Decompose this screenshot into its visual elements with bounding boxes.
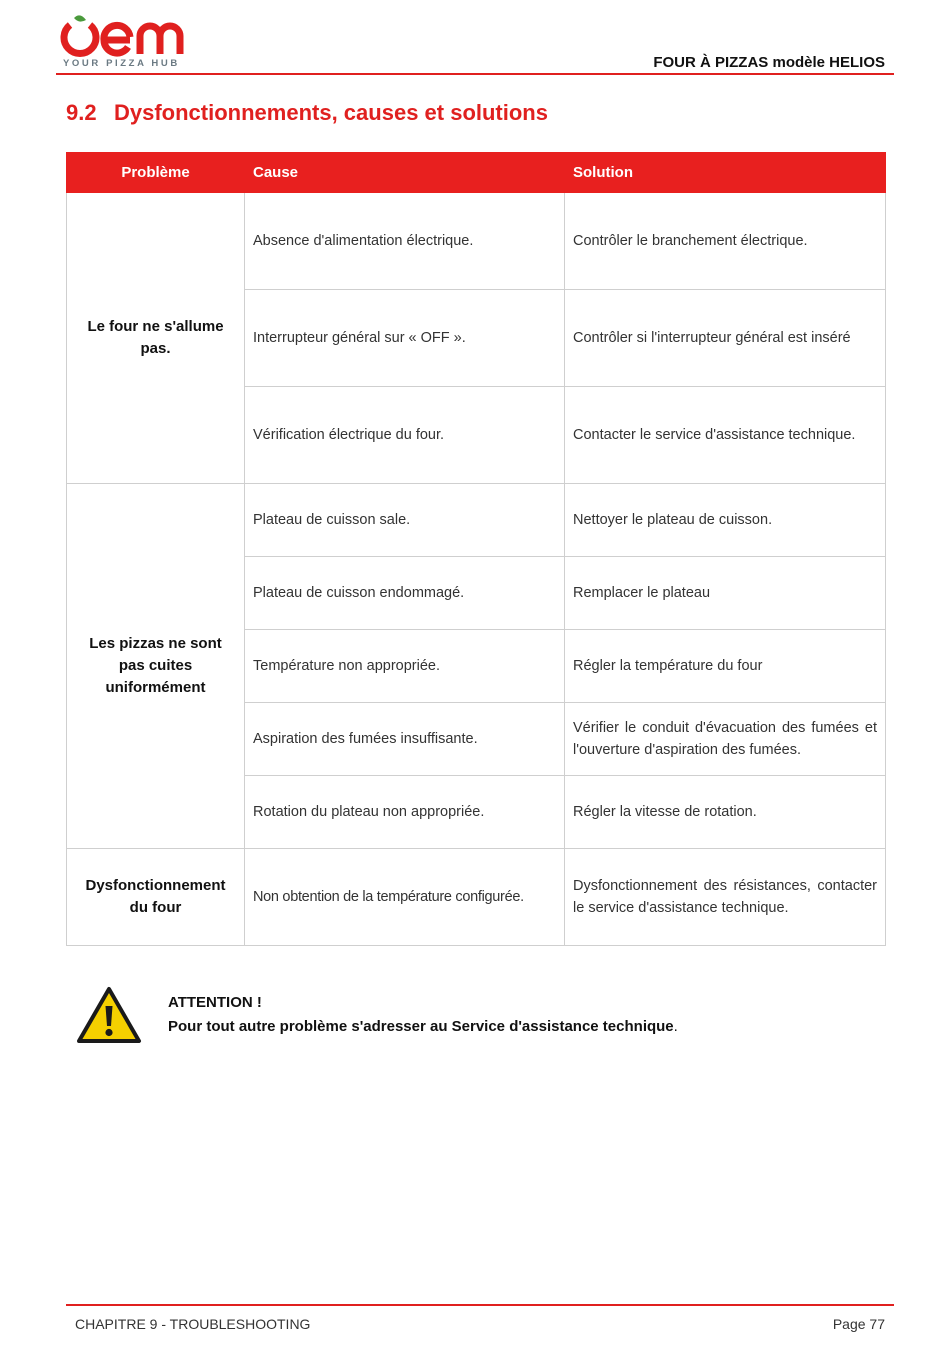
solution-cell: Régler la température du four (565, 630, 886, 703)
header-solution: Solution (565, 153, 886, 193)
table-header-row (67, 153, 886, 193)
header-problem: Problème (67, 153, 245, 193)
solution-cell: Vérifier le conduit d'évacuation des fumées et l'ouverture d'aspiration des fumées. (565, 703, 886, 776)
troubleshooting-table (66, 152, 886, 946)
footer-divider (66, 1304, 894, 1306)
footer-page-number: Page 77 (832, 1316, 885, 1332)
solution-cell: Régler la vitesse de rotation. (565, 776, 886, 849)
solution-cell: Contacter le service d'assistance technique. (565, 387, 886, 484)
solution-cell: Dysfonctionnement des résistances, contacter le service d'assistance technique. (565, 849, 886, 946)
section-heading (66, 100, 548, 126)
cause-cell: Vérification électrique du four. (245, 387, 565, 484)
problem-cell: Le four ne s'allume pas. (67, 193, 245, 484)
header-cause: Cause (245, 153, 565, 193)
header-divider (56, 73, 894, 75)
cause-cell: Plateau de cuisson sale. (245, 484, 565, 557)
attention-title: ATTENTION ! (168, 994, 262, 1011)
table-row (67, 193, 886, 290)
table-row (67, 849, 886, 946)
table-row (67, 484, 886, 557)
solution-cell: Nettoyer le plateau de cuisson. (565, 484, 886, 557)
cause-cell: Absence d'alimentation électrique. (245, 193, 565, 290)
attention-message: Pour tout autre problème s'adresser au Service d'assistance technique (168, 1018, 674, 1035)
problem-cell: Les pizzas ne sont pas cuites uniformément (67, 484, 245, 849)
warning-triangle-icon (76, 986, 142, 1044)
logo-tagline: YOUR PIZZA HUB (63, 58, 180, 69)
solution-cell: Remplacer le plateau (565, 557, 886, 630)
cause-cell: Aspiration des fumées insuffisante. (245, 703, 565, 776)
attention-period: . (673, 1018, 678, 1035)
cause-cell: Température non appropriée. (245, 630, 565, 703)
solution-cell: Contrôler le branchement électrique. (565, 193, 886, 290)
problem-cell: Dysfonctionnement du four (67, 849, 245, 946)
cause-cell: Non obtention de la température configurée. (245, 849, 565, 946)
section-number: 9.2 (66, 100, 97, 125)
solution-cell: Contrôler si l'interrupteur général est inséré (565, 290, 886, 387)
section-title: Dysfonctionnements, causes et solutions (114, 100, 548, 125)
cause-cell: Interrupteur général sur « OFF ». (245, 290, 565, 387)
cause-cell: Rotation du plateau non appropriée. (245, 776, 565, 849)
attention-text (168, 1018, 678, 1035)
footer-chapter: CHAPITRE 9 - TROUBLESHOOTING (75, 1316, 311, 1332)
cause-cell: Plateau de cuisson endommagé. (245, 557, 565, 630)
document-title: FOUR À PIZZAS modèle HELIOS (653, 54, 885, 71)
